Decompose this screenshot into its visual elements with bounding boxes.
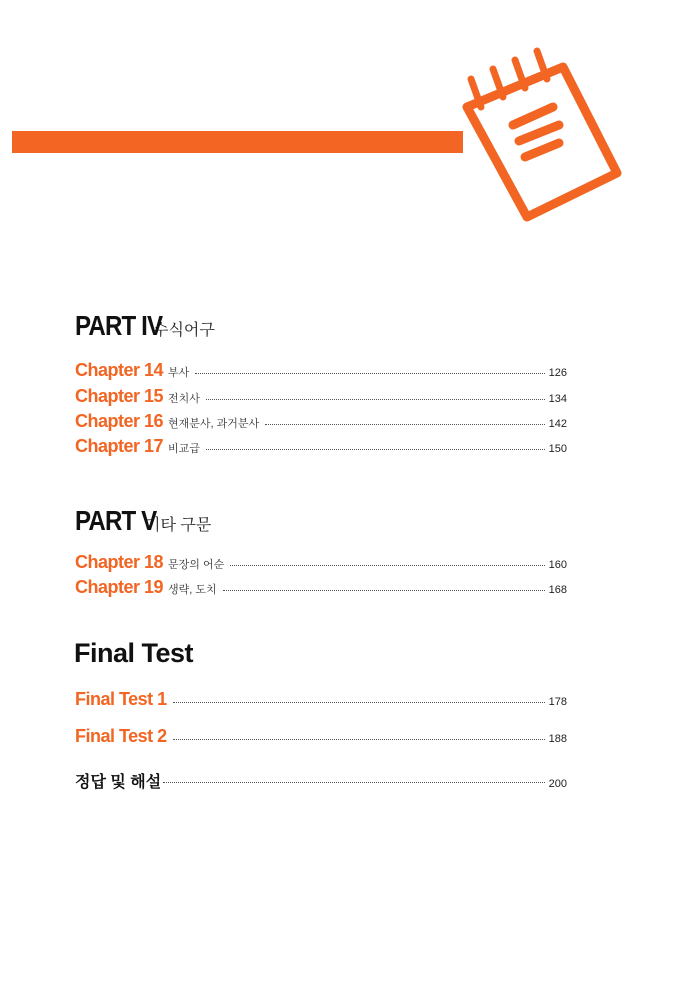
chapter-title: 비교급 (168, 443, 200, 455)
part-iv-heading (75, 310, 215, 342)
toc-entry-chapter-19[interactable] (75, 577, 567, 599)
part-subtitle: 수식어구 (153, 322, 215, 339)
chapter-label: Chapter 16 (75, 411, 164, 431)
toc-entry-chapter-14[interactable] (75, 360, 567, 382)
part-label: PART IV (75, 310, 163, 341)
header-accent-bar (12, 131, 463, 153)
final-test-label: Final Test 1 (75, 689, 167, 709)
toc-entry-final-test-2[interactable] (75, 726, 567, 748)
part-label: PART V (75, 505, 157, 536)
page-number: 142 (548, 418, 567, 430)
chapter-title: 현재분사, 과거분사 (168, 418, 260, 430)
dot-leader (163, 781, 544, 783)
toc-entry-chapter-17[interactable] (75, 436, 567, 458)
chapter-label: Chapter 14 (75, 360, 164, 380)
dot-leader (173, 738, 545, 740)
chapter-label: Chapter 17 (75, 436, 164, 456)
dot-leader (173, 701, 545, 703)
page-number: 160 (548, 559, 567, 571)
chapter-label: Chapter 18 (75, 552, 164, 572)
toc-entry-answers[interactable] (75, 769, 567, 791)
page-number: 168 (548, 584, 567, 596)
toc-entry-chapter-18[interactable] (75, 552, 567, 574)
dot-leader (206, 448, 545, 450)
dot-leader (223, 589, 545, 591)
dot-leader (206, 398, 545, 400)
page-number: 150 (548, 443, 567, 455)
notepad-icon (455, 45, 635, 235)
toc-entry-final-test-1[interactable] (75, 689, 567, 711)
chapter-label: Chapter 19 (75, 577, 164, 597)
chapter-title: 문장의 어순 (168, 559, 225, 571)
part-v-heading (75, 505, 211, 537)
chapter-title: 부사 (168, 367, 190, 379)
dot-leader (195, 372, 544, 374)
chapter-title: 전치사 (168, 393, 200, 405)
page-number: 126 (548, 367, 567, 379)
chapter-title: 생략, 도치 (168, 584, 217, 596)
final-test-heading: Final Test (74, 638, 194, 668)
dot-leader (230, 564, 544, 566)
dot-leader (265, 423, 544, 425)
page-number: 188 (548, 733, 567, 745)
final-test-label: Final Test 2 (75, 726, 167, 746)
part-subtitle: 기타 구문 (145, 517, 212, 534)
page-number: 200 (548, 778, 567, 790)
page-number: 134 (548, 393, 567, 405)
toc-entry-chapter-15[interactable] (75, 386, 567, 408)
chapter-label: Chapter 15 (75, 386, 164, 406)
toc-entry-chapter-16[interactable] (75, 411, 567, 433)
page-number: 178 (548, 696, 567, 708)
answers-label: 정답 및 해설 (75, 774, 162, 791)
